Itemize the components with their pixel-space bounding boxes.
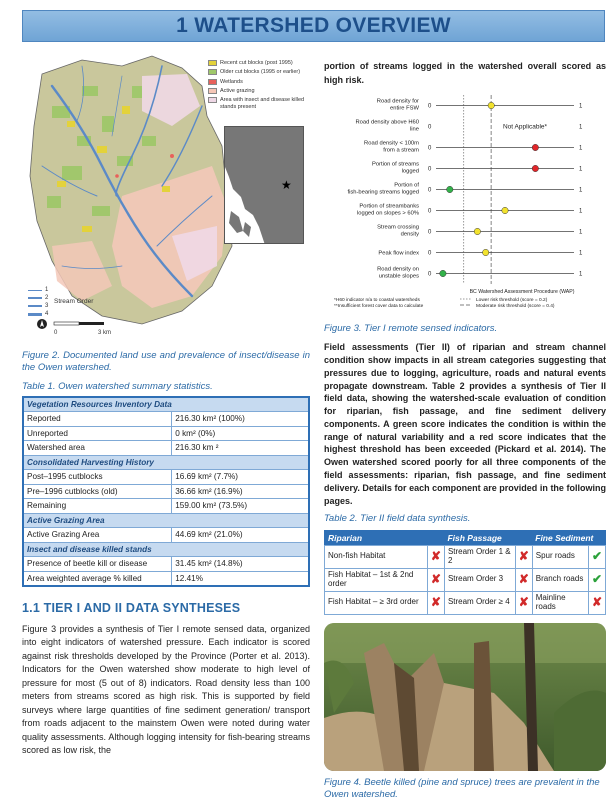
source-note: BC Watershed Assessment Procedure (WAP)	[469, 289, 575, 295]
section-label: Vegetation Resources Inventory Data	[23, 397, 309, 412]
axis-min-label: 0	[428, 166, 432, 173]
x-icon: ✘	[427, 545, 444, 568]
right-intro-text: portion of streams logged in the watershed overall scored as high risk.	[324, 61, 606, 85]
summary-table	[22, 396, 310, 587]
scale-end-label: 3 km	[98, 330, 112, 336]
axis-max-label: 1	[579, 250, 583, 257]
axis-min-label: 0	[428, 208, 432, 215]
axis-max-label: 1	[579, 208, 583, 215]
table-section-row	[23, 513, 309, 528]
legend-item-active-grazing	[208, 88, 308, 94]
section-paragraph: Figure 3 provides a synthesis of Tier I remote sensed data, organized into eight indicators of watershed pressure. Each indicator is scored against risk thresholds developed by the Province (Porter et al. 2013). Indicators for the Owen watershed show moderate to high level of pressure for most (5 out of 8) indicators. Road density less than 100 meters from streams scored as high risk. This is supported by field surveys where large quantities of fine sediment generation/ transport from roads adjacent to the mainstem Owen were noted during water quality assessments. Although logging intensity for fish-bearing streams scored as low risk, the	[22, 623, 310, 756]
table2-caption: Table 2. Tier II field data synthesis.	[324, 513, 471, 525]
stream-order-4	[28, 310, 48, 318]
indicator-chart-svg	[324, 89, 606, 319]
right-column	[324, 46, 606, 801]
photo-drawing	[324, 623, 606, 771]
row-label: Presence of beetle kill or disease	[23, 557, 172, 572]
indicator-label: Road density above H60 line	[355, 119, 419, 133]
legend-label: Active grazing	[220, 87, 255, 94]
figure4-caption: Figure 4. Beetle killed (pine and spruce) trees are prevalent in the Owen watershed.	[324, 776, 600, 800]
figure3-caption: Figure 3. Tier I remote sensed indicators.	[324, 323, 498, 334]
indicator-label: Road density on unstable slopes	[377, 266, 419, 280]
legend-swatch	[208, 88, 217, 94]
indicator-label: Stream crossing density	[377, 224, 419, 238]
section-label: Consolidated Harvesting History	[23, 455, 309, 470]
legend-swatch	[208, 60, 217, 66]
row-label: Reported	[23, 412, 172, 427]
field-assessment-paragraph: Field assessments (Tier II) of riparian and stream channel condition show impacts in all stream categories suggesting that pressures due to logging, agriculture, roads and natural events propagate downstream. Table 2 provides a synthesis of Tier II field data, showing the watershed-scale evaluation of condition for riparian, fish passage, and fine sediment delivery components. A green score indicates the condition is within the range of natural variability and a red score indicates that the highest threshold has been exceeded (Pickard et al. 2014). The Owen watershed scored poorly for all three components of the field assessments: riparian, fish passage, and fine sediment delivery. Details for each component are provided in the following pages.	[324, 342, 606, 506]
footnote-2: **Insufficient forest cover data to calculate	[334, 304, 424, 309]
page-title-banner	[22, 10, 605, 42]
x-icon: ✘	[427, 568, 444, 591]
page-title: 1 WATERSHED OVERVIEW	[176, 14, 451, 37]
beetle-killed-trees-photo	[324, 623, 606, 771]
axis-max-label: 1	[579, 166, 583, 173]
table-row	[23, 571, 309, 586]
stream-order-3	[28, 302, 48, 310]
legend-swatch	[208, 97, 217, 103]
stream-order-value: 3	[45, 303, 49, 309]
indicator-point	[488, 102, 494, 108]
indicator-label: Portion of fish-bearing streams logged	[347, 182, 419, 196]
legend-label: Older cut blocks (1995 or earlier)	[220, 69, 301, 76]
row-value: 0 km² (0%)	[172, 426, 309, 441]
check-icon: ✔	[588, 568, 605, 591]
figure2-caption: Figure 2. Documented land use and prevalence of insect/disease in the Owen watershed.	[22, 350, 310, 374]
indicator-label: Portion of streams logged	[371, 161, 419, 175]
row-label: Area weighted average % killed	[23, 571, 172, 586]
stream-order-1	[28, 286, 48, 294]
indicator-point	[532, 144, 538, 150]
indicator-point	[440, 270, 446, 276]
table-row	[23, 412, 309, 427]
table1-caption: Table 1. Owen watershed summary statistics.	[22, 380, 213, 392]
axis-max-label: 1	[579, 187, 583, 194]
stream-order-value: 2	[45, 295, 49, 301]
table-row	[325, 545, 606, 568]
row-label: Unreported	[23, 426, 172, 441]
axis-max-label: 1	[579, 145, 583, 152]
footnote-1: *H60 indicator n/a to coastal watersheds	[334, 298, 420, 303]
row-value: 44.69 km² (21.0%)	[172, 528, 309, 543]
fish-passage-cell: Stream Order ≥ 4	[444, 591, 515, 614]
stream-order-legend	[28, 286, 48, 318]
x-icon: ✘	[515, 568, 532, 591]
row-label: Active Grazing Area	[23, 528, 172, 543]
indicator-label: Portion of streambanks logged on slopes > 60%	[356, 203, 419, 217]
legend-lower-threshold: Lower risk threshold (score = 0.2)	[476, 298, 548, 303]
x-icon: ✘	[588, 591, 605, 614]
legend-moderate-threshold: Moderate risk threshold (score = 0.4)	[476, 304, 555, 309]
indicator-point	[447, 186, 453, 192]
field-synthesis-table	[324, 530, 606, 615]
axis-max-label: 1	[579, 229, 583, 236]
row-label: Watershed area	[23, 441, 172, 456]
legend-item-insect-disease	[208, 97, 308, 110]
indicator-chart	[324, 89, 606, 319]
legend-label: Recent cut blocks (post 1995)	[220, 60, 293, 66]
row-value: 36.66 km² (16.9%)	[172, 484, 309, 499]
stream-order-value: 4	[45, 311, 49, 317]
stream-line	[28, 297, 42, 299]
stream-line	[28, 290, 42, 291]
table-row	[325, 568, 606, 591]
indicator-point	[474, 228, 480, 234]
riparian-cell: Fish Habitat – 1st & 2nd order	[325, 568, 428, 591]
svg-text:★: ★	[281, 178, 292, 192]
row-label: Remaining	[23, 499, 172, 514]
map-legend	[208, 60, 308, 113]
row-label: Post–1995 cutblocks	[23, 470, 172, 485]
table-row	[23, 470, 309, 485]
row-value: 216.30 km² (100%)	[172, 412, 309, 427]
table-row	[23, 426, 309, 441]
watershed-map	[22, 46, 310, 346]
axis-min-label: 0	[428, 271, 432, 278]
header-fish-passage: Fish Passage	[444, 530, 532, 545]
row-value: 16.69 km² (7.7%)	[172, 470, 309, 485]
inset-map-drawing	[225, 127, 304, 244]
stream-order-label: Stream Order	[54, 298, 94, 305]
axis-min-label: 0	[428, 103, 432, 110]
legend-label: Wetlands	[220, 78, 243, 85]
section-label: Active Grazing Area	[23, 513, 309, 528]
axis-min-label: 0	[428, 187, 432, 194]
riparian-cell: Non-fish Habitat	[325, 545, 428, 568]
legend-swatch	[208, 69, 217, 75]
stream-order-2	[28, 294, 48, 302]
left-column	[22, 46, 310, 758]
indicator-point	[482, 249, 488, 255]
table-row	[23, 528, 309, 543]
legend-item-wetlands	[208, 79, 308, 85]
locator-inset-map	[224, 126, 304, 244]
section-label: Insect and disease killed stands	[23, 542, 309, 557]
indicator-label: Road density for entire FSW	[376, 98, 419, 112]
section-heading: 1.1 TIER I AND II DATA SYNTHESES	[22, 600, 241, 615]
row-value: 216.30 km ²	[172, 441, 309, 456]
stream-order-value: 1	[45, 287, 49, 293]
header-fine-sediment: Fine Sediment	[532, 530, 605, 545]
indicator-label: Road density < 100m from a stream	[364, 140, 419, 154]
fine-sediment-cell: Spur roads	[532, 545, 588, 568]
axis-min-label: 0	[428, 145, 432, 152]
axis-max-label: 1	[579, 103, 583, 110]
axis-min-label: 0	[428, 124, 432, 131]
row-value: 159.00 km² (73.5%)	[172, 499, 309, 514]
table-row	[325, 591, 606, 614]
stream-line	[28, 313, 42, 316]
check-icon: ✔	[588, 545, 605, 568]
table-section-row	[23, 455, 309, 470]
row-value: 12.41%	[172, 571, 309, 586]
table-row	[23, 484, 309, 499]
row-label: Pre–1996 cutblocks (old)	[23, 484, 172, 499]
table-row	[23, 441, 309, 456]
indicator-point	[502, 207, 508, 213]
not-applicable-note: Not Applicable*	[502, 123, 548, 131]
table-row	[23, 557, 309, 572]
legend-swatch	[208, 79, 217, 85]
header-riparian: Riparian	[325, 530, 445, 545]
row-value: 31.45 km² (14.8%)	[172, 557, 309, 572]
legend-item-older-cutblocks	[208, 69, 308, 75]
scale-start-label: 0	[54, 330, 58, 336]
legend-item-recent-cutblocks	[208, 60, 308, 66]
table-section-row	[23, 397, 309, 412]
legend-label: Area with insect and disease killed stands present	[220, 97, 305, 110]
axis-min-label: 0	[428, 250, 432, 257]
x-icon: ✘	[427, 591, 444, 614]
table-section-row	[23, 542, 309, 557]
fish-passage-cell: Stream Order 1 & 2	[444, 545, 515, 568]
fish-passage-cell: Stream Order 3	[444, 568, 515, 591]
indicator-point	[532, 165, 538, 171]
fine-sediment-cell: Mainline roads	[532, 591, 588, 614]
stream-line	[28, 305, 42, 307]
indicator-label: Peak flow index	[378, 250, 419, 257]
axis-max-label: 1	[579, 271, 583, 278]
x-icon: ✘	[515, 591, 532, 614]
axis-max-label: 1	[579, 124, 583, 131]
table-row	[23, 499, 309, 514]
riparian-cell: Fish Habitat – ≥ 3rd order	[325, 591, 428, 614]
fine-sediment-cell: Branch roads	[532, 568, 588, 591]
axis-min-label: 0	[428, 229, 432, 236]
x-icon: ✘	[515, 545, 532, 568]
